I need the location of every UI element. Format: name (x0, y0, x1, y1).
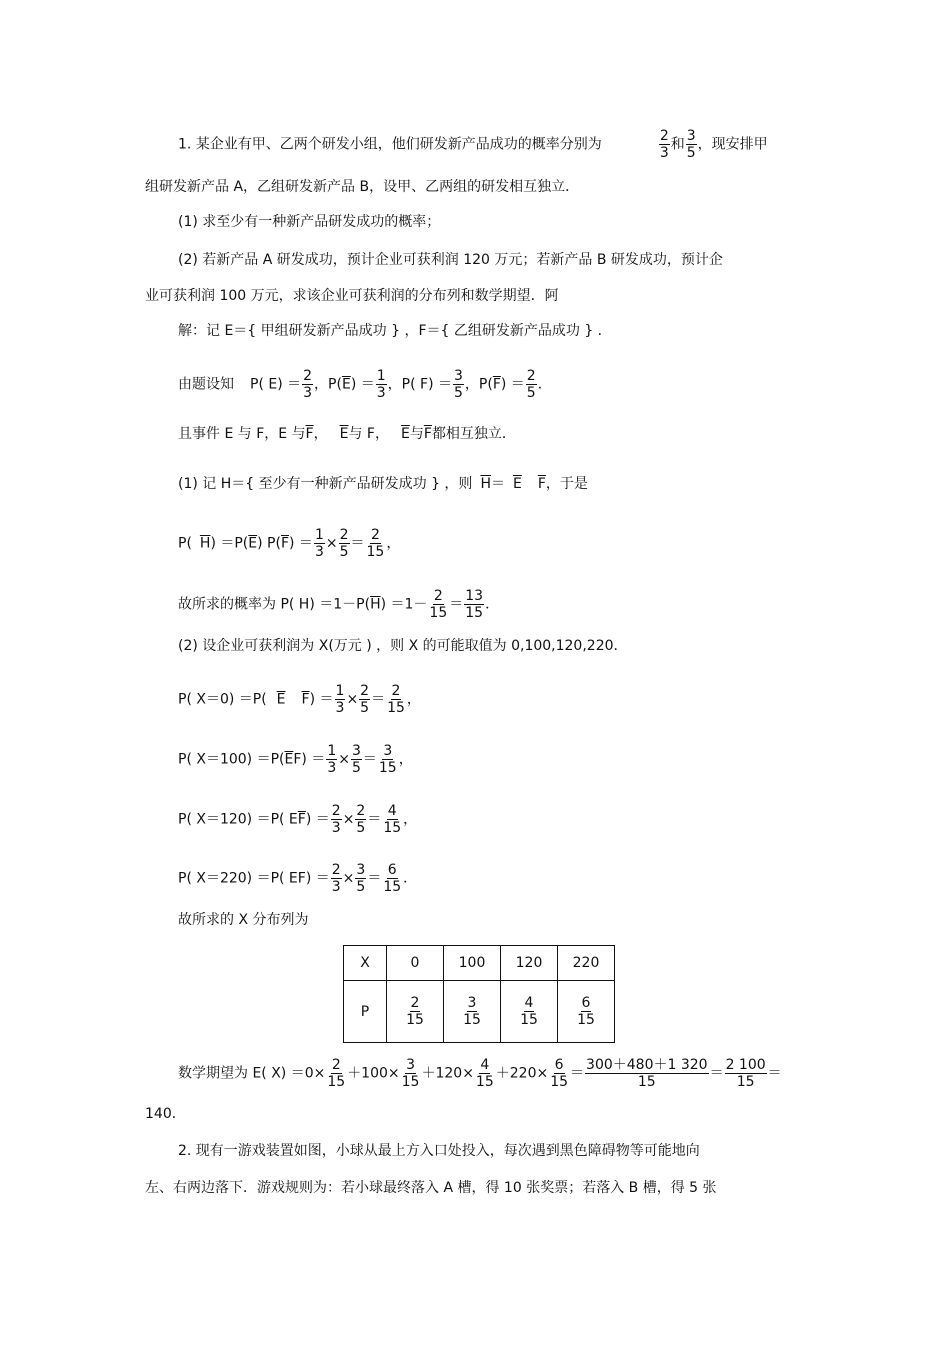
p-x-120: P( X＝120) ＝P( $E\overline{F}$) ＝ $\frac{2}{3}$ × $\frac{2}{5}$ ＝ $\frac{4}{15}$ ， (178, 803, 418, 836)
table-header-x: X (344, 946, 387, 981)
problem-1-text: 1. 某企业有甲、乙两个研发小组，他们研发新产品成功的概率分别为 (178, 136, 602, 153)
p-x-0: P( X＝0) ＝P( $\overline{E}$ $\overline{F}$) ＝ $\frac{1}{3}$ × $\frac{2}{5}$ ＝ $\frac{2}{15}$ ， (178, 683, 421, 716)
distribution-table (343, 945, 615, 1043)
distribution-intro: 故所求的 X 分布列为 (178, 912, 309, 928)
table-cell: $\frac{6}{15}$ (558, 981, 615, 1043)
question-2-line-1: (2) 若新产品 A 研发成功，预计企业可获利润 120 万元；若新产品 B 研发成功，预计企 (178, 252, 723, 268)
table-row (344, 981, 615, 1043)
problem-1-line-1: 1. 某企业有甲、乙两个研发小组，他们研发新产品成功的概率分别为 $\frac{2}{3}$ 和 $\frac{3}{5}$ ，现安排甲 (178, 128, 768, 161)
given-probabilities: 由题设知 P( E) ＝ $\frac{2}{3}$ ，$P(\overline{E})$ ＝ $\frac{1}{3}$ ，P( F) ＝ $\frac{3}{5}$ ，$P(\overline{F})$ ＝ $\frac{2}{5}$ ． (178, 368, 552, 401)
solution-intro: 解：记 E＝{ 甲组研发新产品成功 } ，F＝{ 乙组研发新产品成功 } ． (178, 323, 612, 339)
table-cell: $\frac{4}{15}$ (501, 981, 558, 1043)
table-header-p: P (344, 981, 387, 1043)
part-1-answer: 故所求的概率为 P( $H) =1-P(\overline{H}) =1-$ $\frac{2}{15}$ ＝ $\frac{13}{15}$ ． (178, 588, 500, 621)
problem-2-line-2: 左、右两边落下．游戏规则为：若小球最终落入 A 槽，得 10 张奖票；若落入 B 槽，得 5 张 (145, 1180, 717, 1196)
problem-2-line-1: 2. 现有一游戏装置如图，小球从最上方入口处投入，每次遇到黑色障碍物等可能地向 (178, 1143, 700, 1159)
expectation-formula: 数学期望为 E( X) ＝0× $\frac{2}{15}$ ＋100× $\frac{3}{15}$ ＋120× $\frac{4}{15}$ ＋220× $\frac{6}{15}$ ＝ $\frac{300+480+1 320}{15}$ ＝ $\frac{2 100}{15}$ ＝ (178, 1057, 782, 1090)
fraction: $\frac{2}{3}$ (659, 128, 669, 161)
independence-statement: 且事件 E 与 F，E 与$\overline{F}$， $\overline{E}$与 F， $\overline{E}$与$\overline{F}$都相互独立． (178, 426, 516, 442)
table-cell: 0 (387, 946, 444, 981)
part-2-intro: (2) 设企业可获利润为 X(万元 ) ，则 X 的可能取值为 0,100,120,220． (178, 638, 628, 654)
p-x-100: P( $X=100) =P(\overline{E}F)$ ＝ $\frac{1}{3}$ × $\frac{3}{5}$ ＝ $\frac{3}{15}$ ， (178, 743, 413, 776)
part-1-p-h-bar: P( $\overline{H}) =P(\overline{E})$ $P(\overline{F})$ ＝ $\frac{1}{3}$ × $\frac{2}{5}$ ＝ $\frac{2}{15}$ ， (178, 527, 401, 560)
part-1-define-h: (1) 记 H＝{ 至少有一种新产品研发成功 } ，则 $\overline{H}= \overline{E}$ $\overline{F}$，于是 (178, 476, 588, 492)
p-x-220: P( X＝220) ＝P( EF) ＝ $\frac{2}{3}$ × $\frac{3}{5}$ ＝ $\frac{6}{15}$ ． (178, 862, 418, 895)
question-2-line-2: 业可获利润 100 万元，求该企业可获利润的分布列和数学期望．阿 (145, 288, 559, 304)
question-1: (1) 求至少有一种新产品研发成功的概率； (178, 214, 441, 230)
table-cell: 220 (558, 946, 615, 981)
expectation-result: 140． (145, 1106, 186, 1122)
problem-1-line-2: 组研发新产品 A，乙组研发新产品 B，设甲、乙两组的研发相互独立． (145, 179, 580, 195)
fraction: $\frac{3}{5}$ (686, 128, 696, 161)
table-cell: 120 (501, 946, 558, 981)
table-cell: $\frac{3}{15}$ (444, 981, 501, 1043)
table-cell: $\frac{2}{15}$ (387, 981, 444, 1043)
table-cell: 100 (444, 946, 501, 981)
table-row (344, 946, 615, 981)
